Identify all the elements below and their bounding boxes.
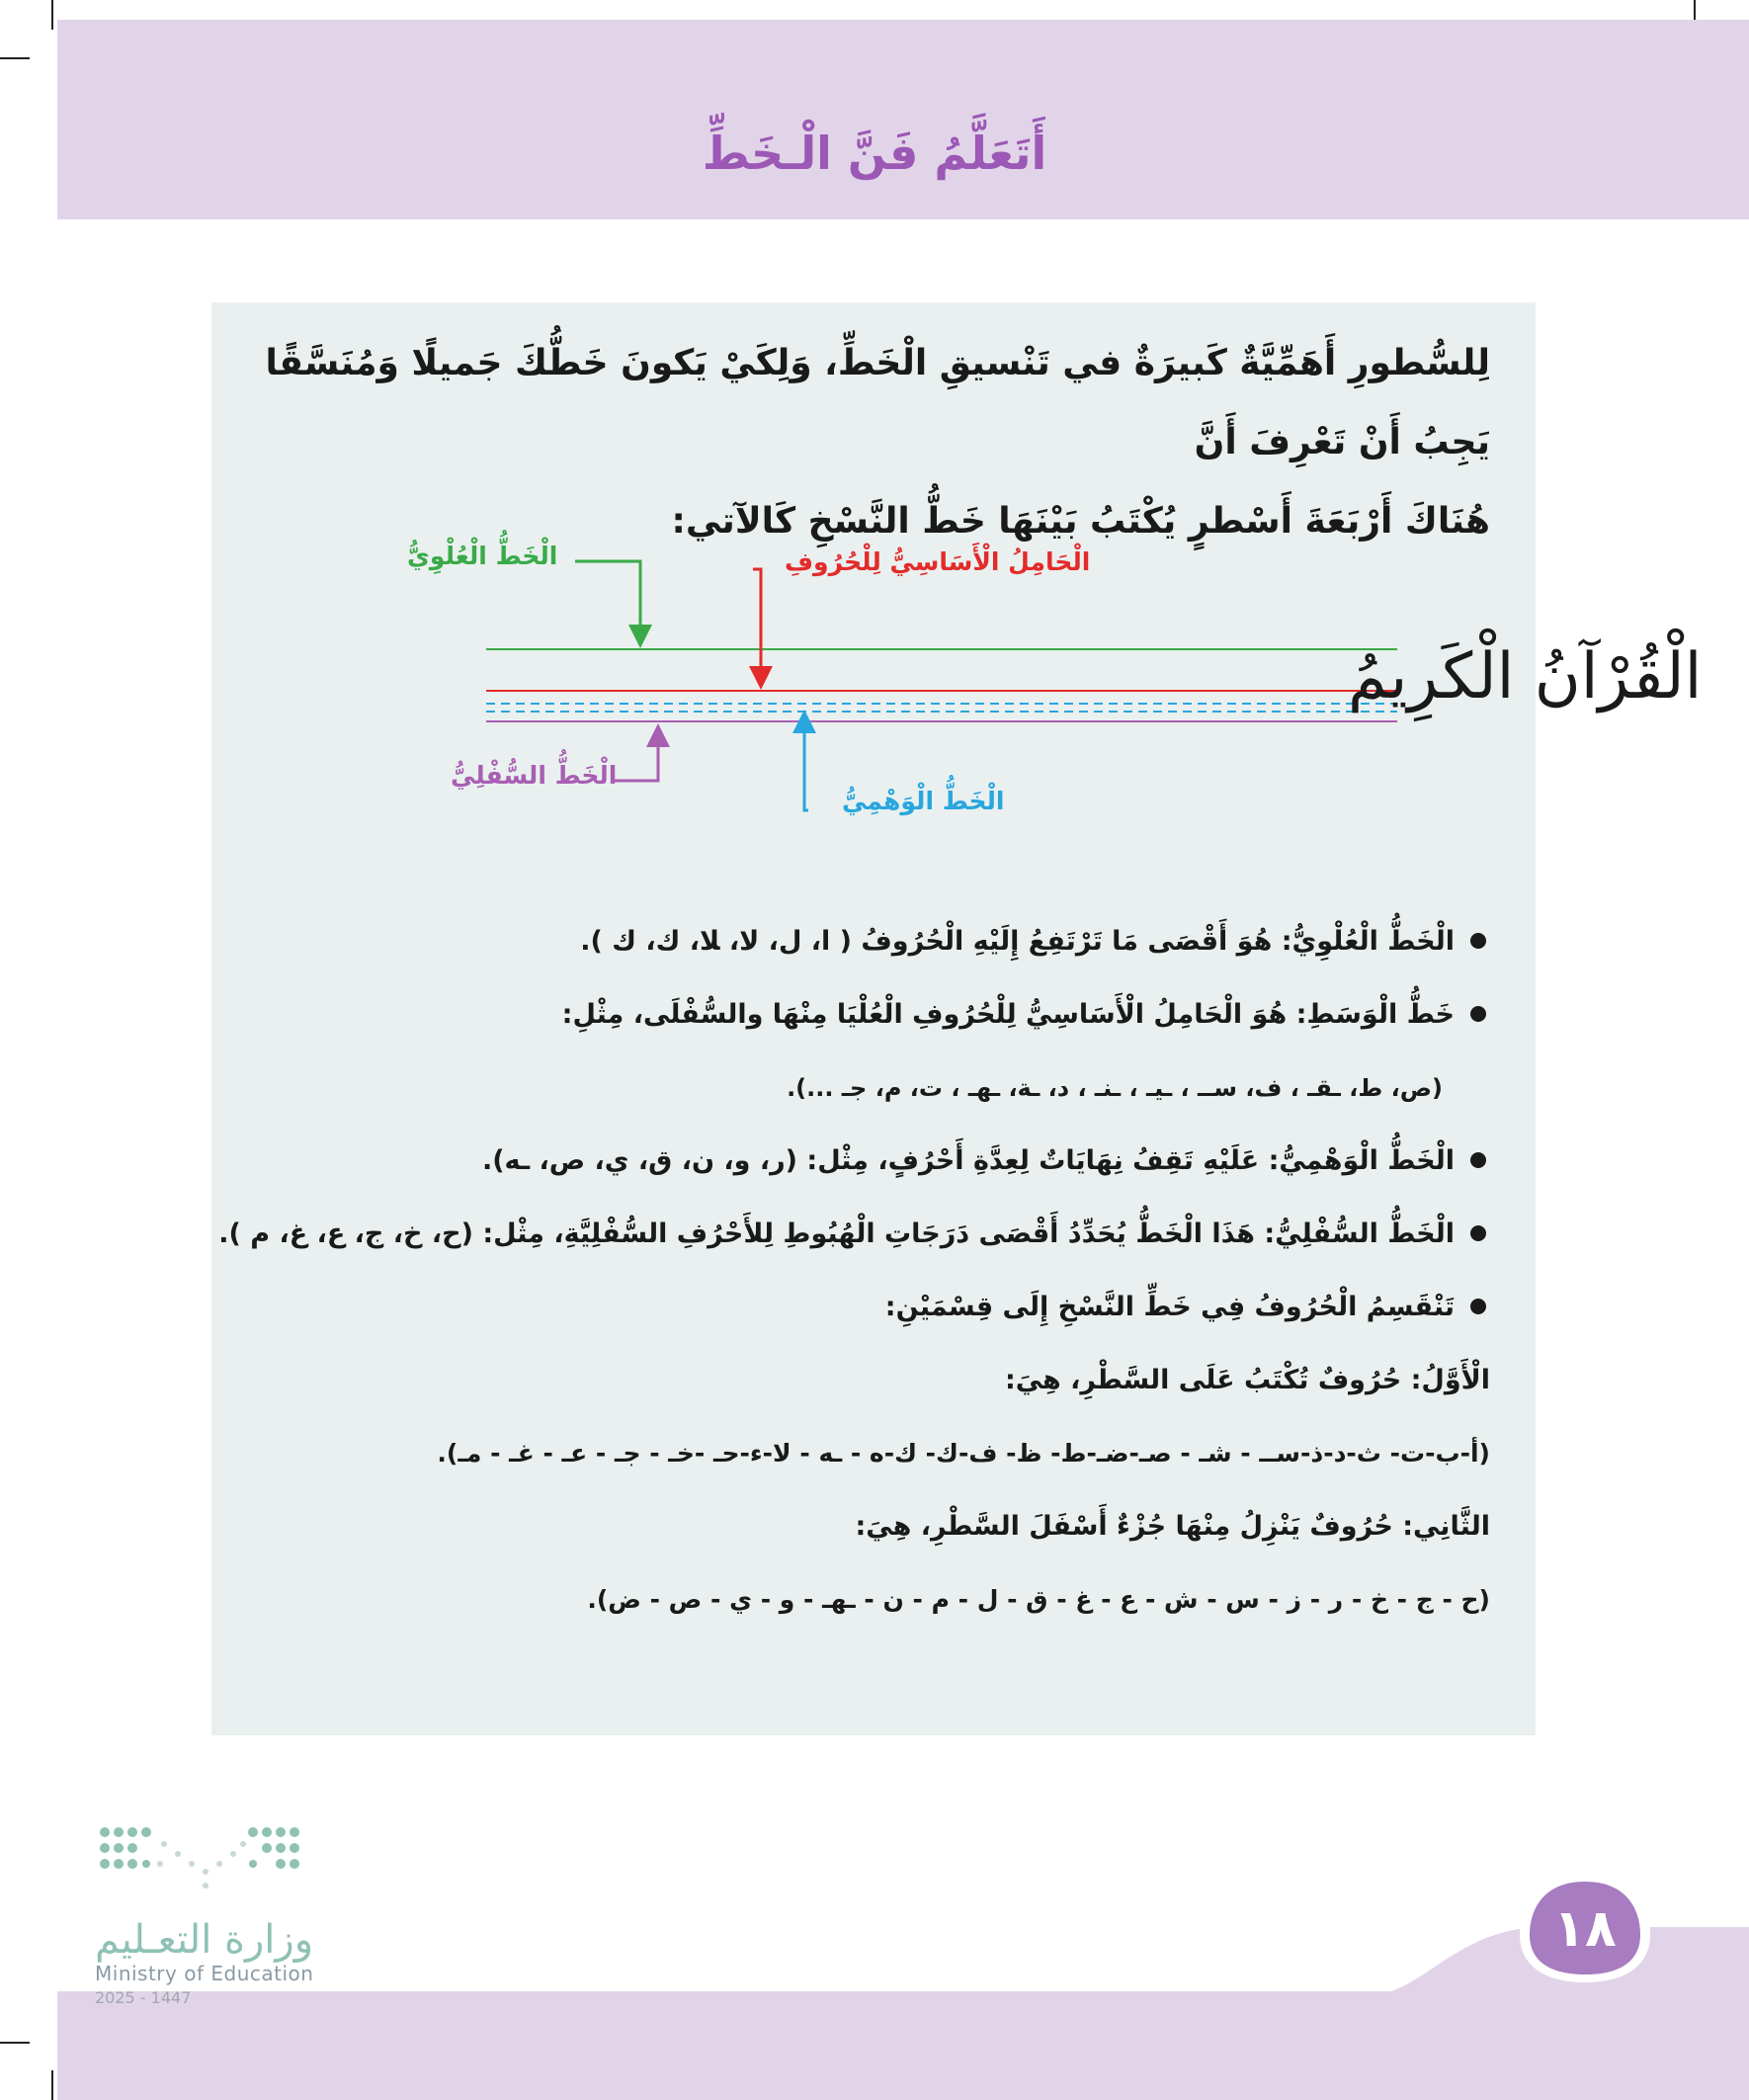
list-item-middle-line: خَطُّ الْوَسَطِ: هُوَ الْحَامِلُ الْأَسَاسِيُّ لِلْحُرُوفِ الْعُلْيَا مِنْهَا والسُّفْلَى، مِثْلِ: [245,978,1490,1051]
page-number: ١٨ [1553,1899,1617,1959]
list-item-lower-line: الْخَطُّ السُّفْلِيُّ: هَذَا الْخَطُّ يُحَدِّدُ أَقْصَى دَرَجَاتِ الْهُبُوطِ لِلأَحْرُفِ السُّفْلِيَّةِ، مِثْل: (ح، خ، ج، ع، غ، م ). [245,1198,1490,1271]
ministry-name-english: Ministry of Education [95,1962,314,1985]
list-item-letter-division: تَنْقَسِمُ الْحُرُوفُ فِي خَطِّ النَّسْخِ إِلَى قِسْمَيْنِ: [245,1271,1490,1344]
first-group-label: الْأَوَّلُ: حُرُوفٌ تُكْتَبُ عَلَى السَّطْرِ، هِيَ: [1004,1365,1490,1395]
second-group-letters: (ح - ج - خ - ر - ز - س - ش - ع - غ - ق - ل - م - ن - ـهـ - و - ي - ص - ض). [587,1585,1490,1614]
label-lower-line: الْخَطُّ السُّفْلِيُّ [451,761,618,790]
footer-band [57,1991,1749,2100]
lesson-panel [211,302,1703,1735]
list-item-imaginary-line: الْخَطُّ الْوَهْمِيُّ: عَلَيْهِ تَقِفُ نِهَايَاتٌ لِعِدَّةِ أَحْرُفٍ، مِثْل: (ر، و، ن، ق، ي، ص، ـه). [245,1125,1490,1198]
ministry-name-arabic: وزارة التعـليم [95,1917,314,1963]
intro-line-1: لِلسُّطورِ أَهَمِّيَّةٌ كَبيرَةٌ في تَنْسيقِ الْخَطِّ، وَلِكَيْ يَكونَ خَطُّكَ جَميلًا وَمُنَسَّقًا يَجِبُ أَنْ تَعْرِفَ أَنَّ [265,343,1490,462]
header-band [57,20,1749,219]
first-group-letters: (أ-ب-ت- ث-د-ذ-ســ - شـ - صـ-ضـ-ط- ظ- ف-ك- ك-ه - ـه - لا-ء-حـ -خـ - جـ - عـ - غـ - مـ). [437,1439,1490,1468]
list-item-upper-line: الْخَطُّ الْعُلْوِيُّ: هُوَ أَقْصَى مَا تَرْتَفِعُ إِلَيْهِ الْحُرُوفُ ( ا، ل، لا، ﻼ، ك، ك ). [245,905,1490,978]
label-base-line: الْحَامِلُ الْأَسَاسِيُّ لِلْحُرُوفِ [785,547,1091,576]
crop-mark-top-left-h [0,57,30,59]
page-title: أَتَعَلَّمُ فَنَّ الْـخَطِّ [702,126,1047,180]
label-upper-line: الْخَطُّ الْعُلْوِيُّ [407,542,558,570]
intro-line-2: هُنَاكَ أَرْبَعَةَ أَسْطرٍ يُكْتَبُ بَيْنَهَا خَطُّ النَّسْخِ كَالآتي: [671,501,1490,542]
lower-arrow-head [646,723,670,747]
writing-lines-diagram [211,302,1703,856]
base-arrow-head [749,666,773,690]
edition-year: 2025 - 1447 [95,1988,192,2007]
middle-line-examples: (ص، ط، ـقـ ، ف، ســ ، ـيـ ، ـنـ ، د، ـة، ـهـ ، ت، م، جـ ...). [787,1074,1443,1102]
crop-mark-top-left-v [51,0,53,30]
rules-list [218,905,1490,1637]
upper-arrow-head [628,625,652,648]
label-imaginary-line: الْخَطُّ الْوَهْمِيُّ [842,787,1005,815]
second-group-label: الثَّانِي: حُرُوفٌ يَنْزِلُ مِنْهَا جُزْءٌ أَسْفَلَ السَّطْرِ، هِيَ: [855,1511,1490,1542]
crop-mark-bottom-left-h [0,2042,30,2044]
crop-mark-bottom-left-v [51,2070,53,2100]
sample-word: الْقُرْآنُ الْكَرِيمُ [1348,640,1703,714]
ministry-logo-icon [95,1824,312,1893]
